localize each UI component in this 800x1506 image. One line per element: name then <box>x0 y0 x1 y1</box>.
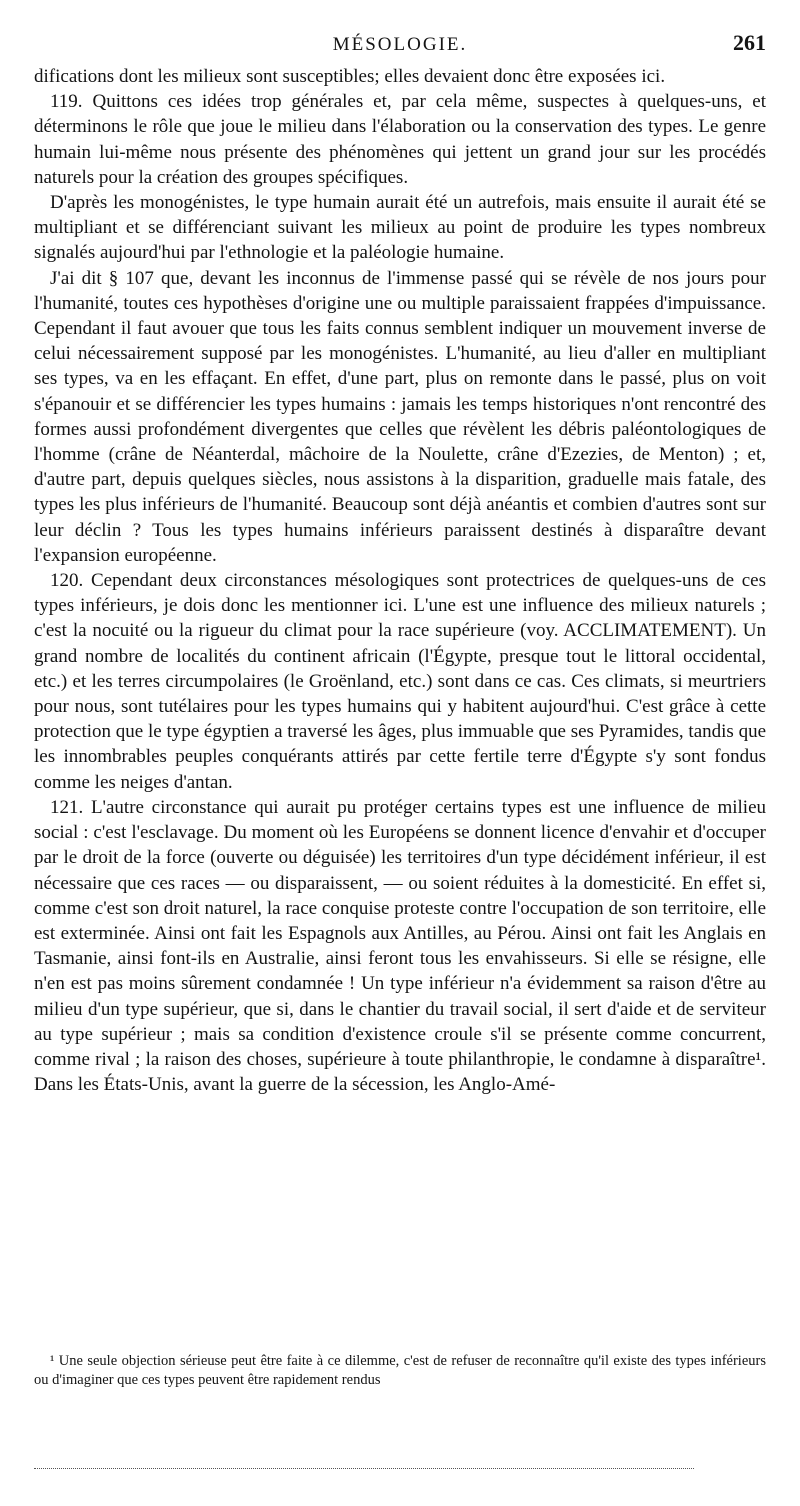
paragraph-text: Cependant deux circonstances mésologiques sont protectrices de quelques-uns de ces types inférieurs, je dois donc les mentionner ici. L'une est une influence des milieux naturels ; c'est la nocuité ou la rigueur du climat pour la race supérieure (voy. ACCLIMATEMENT). Un grand nombre de localités du continent africain (l'Égypte, presque tout le littoral occidental, etc.) et les terres circumpolaires (le Groënland, etc.) sont dans ce cas. Ces climats, si meurtriers pour nous, sont tutélaires pour les types humains qui y habitent aujourd'hui. C'est grâce à cette protection que le type égyptien a traversé les âges, plus immuable que ses Pyramides, tandis que les innombrables peuples conquérants attirés par cette fertile terre d'Égypte s'y sont fondus comme les neiges d'antan. <box>34 570 767 793</box>
paragraph-text: difications dont les milieux sont susceptibles; elles devaient donc être exposées ici. <box>34 66 666 87</box>
paragraph-number: 121. <box>50 796 84 818</box>
bottom-divider <box>34 1468 694 1469</box>
paragraph-text: D'après les monogénistes, le type humain aurait été un autrefois, mais ensuite il aurait été se multipliant et se différenciant suivant les milieux au point de produire les types nombreux signalés aujourd'hui par l'ethnologie et la paléologie humaine. <box>34 192 766 264</box>
running-header <box>34 30 766 60</box>
paragraph-text: Quittons ces idées trop générales et, par cela même, suspectes à quelques-uns, et déterminons le rôle que joue le milieu dans l'élaboration ou la conservation des types. Le genre humain lui-même nous présente des phénomènes qui jettent un grand jour sur les procédés naturels pour la création des groupes spécifiques. <box>34 91 766 188</box>
running-title: MÉSOLOGIE. <box>332 34 468 55</box>
paragraph-121 <box>34 795 766 1097</box>
paragraph-number: 120. <box>50 570 84 592</box>
footnote: ¹ Une seule objection sérieuse peut être faite à ce dilemme, c'est de refuser de reconnaître qu'il existe des types inférieurs ou d'imaginer que ces types peuvent être rapidement rendus <box>34 1353 766 1388</box>
paragraph-continuation <box>34 64 766 89</box>
paragraph-section-107 <box>34 266 766 568</box>
paragraph-text: J'ai dit § 107 que, devant les inconnus de l'immense passé qui se révèle de nos jours pour l'humanité, toutes ces hypothèses d'origine une ou multiple paraissaient frappées d'impuissance. Cependant il faut avouer que tous les faits connus semblent indiquer un mouvement inverse de celui nécessairement supposé par les monogénistes. L'humanité, au lieu d'aller en multipliant ses types, va en les effaçant. En effet, d'une part, plus on remonte dans le passé, plus on voit s'épanouir et se différencier les types humains : jamais les temps historiques n'ont rencontré des formes aussi profondément divergentes que celles que révèlent les débris paléontologiques de l'homme (crâne de Néanterdal, mâchoire de la Noulette, crâne d'Ezezies, de Menton) ; et, d'autre part, depuis quelques siècles, nous assistons à la disparition, graduelle mais fatale, des types les plus inférieurs de l'humanité. Beaucoup sont déjà anéantis et combien d'autres sont sur leur déclin ? Tous les types humains inférieurs paraissent destinés à disparaître devant l'expansion européenne. <box>34 267 766 566</box>
paragraph-text: L'autre circonstance qui aurait pu protéger certains types est une influence de milieu social : c'est l'esclavage. Du moment où les Européens se donnent licence d'envahir et d'occuper par le droit de la force (ouverte ou déguisée) les territoires d'un type décidément inférieur, il est nécessaire que ces races — ou disparaissent, — ou soient réduites à la domesticité. En effet si, comme c'est son droit naturel, la race conquise proteste contre l'occupation de son territoire, elle est exterminée. Ainsi ont fait les Espagnols aux Antilles, au Pérou. Ainsi ont fait les Anglais en Tasmanie, ainsi font-ils en Australie, ainsi feront tous les envahisseurs. Si elle se résigne, elle n'en est pas moins sûrement condamnée ! Un type inférieur n'a évidemment sa raison d'être au milieu d'un type supérieur, que si, dans le chantier du travail social, il sert d'aide et de serviteur au type supérieur ; mais sa condition d'existence croule s'il se présente comme concurrent, comme rival ; la raison des choses, supérieure à toute philanthropie, le condamne à disparaître¹. Dans les États-Unis, avant la guerre de la sécession, les Anglo-Amé- <box>34 796 766 1096</box>
page-number: 261 <box>733 30 766 55</box>
paragraph-monogenistes <box>34 190 766 266</box>
paragraph-119 <box>34 89 766 190</box>
body-text <box>34 64 766 1097</box>
paragraph-number: 119. <box>50 91 83 113</box>
paragraph-120 <box>34 568 766 795</box>
